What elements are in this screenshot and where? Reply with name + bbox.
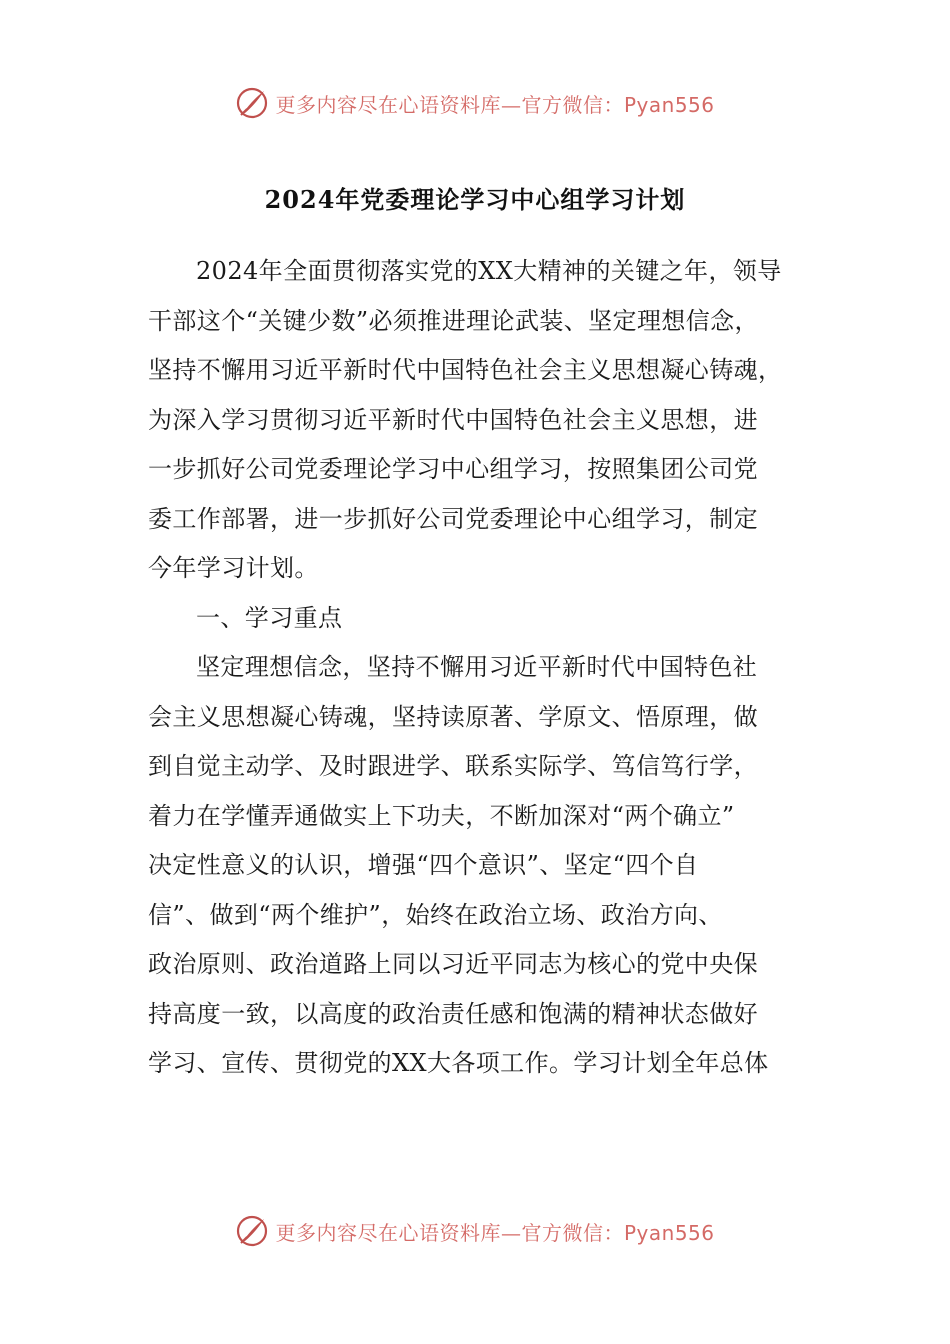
body-line: 一步抓好公司党委理论学习中心组学习，按照集团公司党	[148, 455, 758, 483]
banner-text: 更多内容尽在心语资料库—官方微信：	[275, 92, 624, 117]
quill-seal-icon	[235, 86, 269, 120]
body-line: 今年学习计划。	[148, 554, 319, 582]
body-line: 政治原则、政治道路上同以习近平同志为核心的党中央保	[148, 950, 758, 978]
body-line: 2024年全面贯彻落实党的XX大精神的关键之年，领导	[196, 257, 782, 285]
banner-wechat-id: Pyan556	[623, 1220, 715, 1245]
banner-wechat-id: Pyan556	[623, 92, 715, 117]
body-line: 着力在学懂弄通做实上下功夫，不断加深对“两个确立”	[148, 801, 735, 830]
footer-watermark-banner	[0, 1208, 950, 1254]
body-line: 为深入学习贯彻习近平新时代中国特色社会主义思想，进	[148, 405, 758, 434]
document-title: 2024年党委理论学习中心组学习计划	[264, 185, 686, 214]
body-line: 决定性意义的认识，增强“四个意识”、坚定“四个自	[148, 851, 699, 879]
body-line: 到自觉主动学、及时跟进学、联系实际学、笃信笃行学，	[148, 752, 758, 780]
body-line: 委工作部署，进一步抓好公司党委理论中心组学习，制定	[148, 504, 758, 533]
body-line: 坚持不懈用习近平新时代中国特色社会主义思想凝心铸魂，	[148, 356, 783, 384]
header-watermark-banner	[0, 80, 950, 126]
body-line: 会主义思想凝心铸魂，坚持读原著、学原文、悟原理，做	[148, 702, 758, 731]
quill-seal-icon	[235, 1214, 269, 1248]
body-line: 学习、宣传、贯彻党的XX大各项工作。学习计划全年总体	[148, 1049, 769, 1077]
document-body	[148, 247, 798, 1089]
banner-text: 更多内容尽在心语资料库—官方微信：	[275, 1220, 624, 1245]
body-line: 干部这个“关键少数”必须推进理论武装、坚定理想信念，	[148, 306, 759, 335]
body-line: 信”、做到“两个维护”，始终在政治立场、政治方向、	[148, 900, 723, 929]
body-line: 持高度一致，以高度的政治责任感和饱满的精神状态做好	[148, 999, 758, 1028]
body-line: 坚定理想信念，坚持不懈用习近平新时代中国特色社	[196, 653, 758, 681]
section-heading: 一、学习重点	[196, 603, 343, 632]
